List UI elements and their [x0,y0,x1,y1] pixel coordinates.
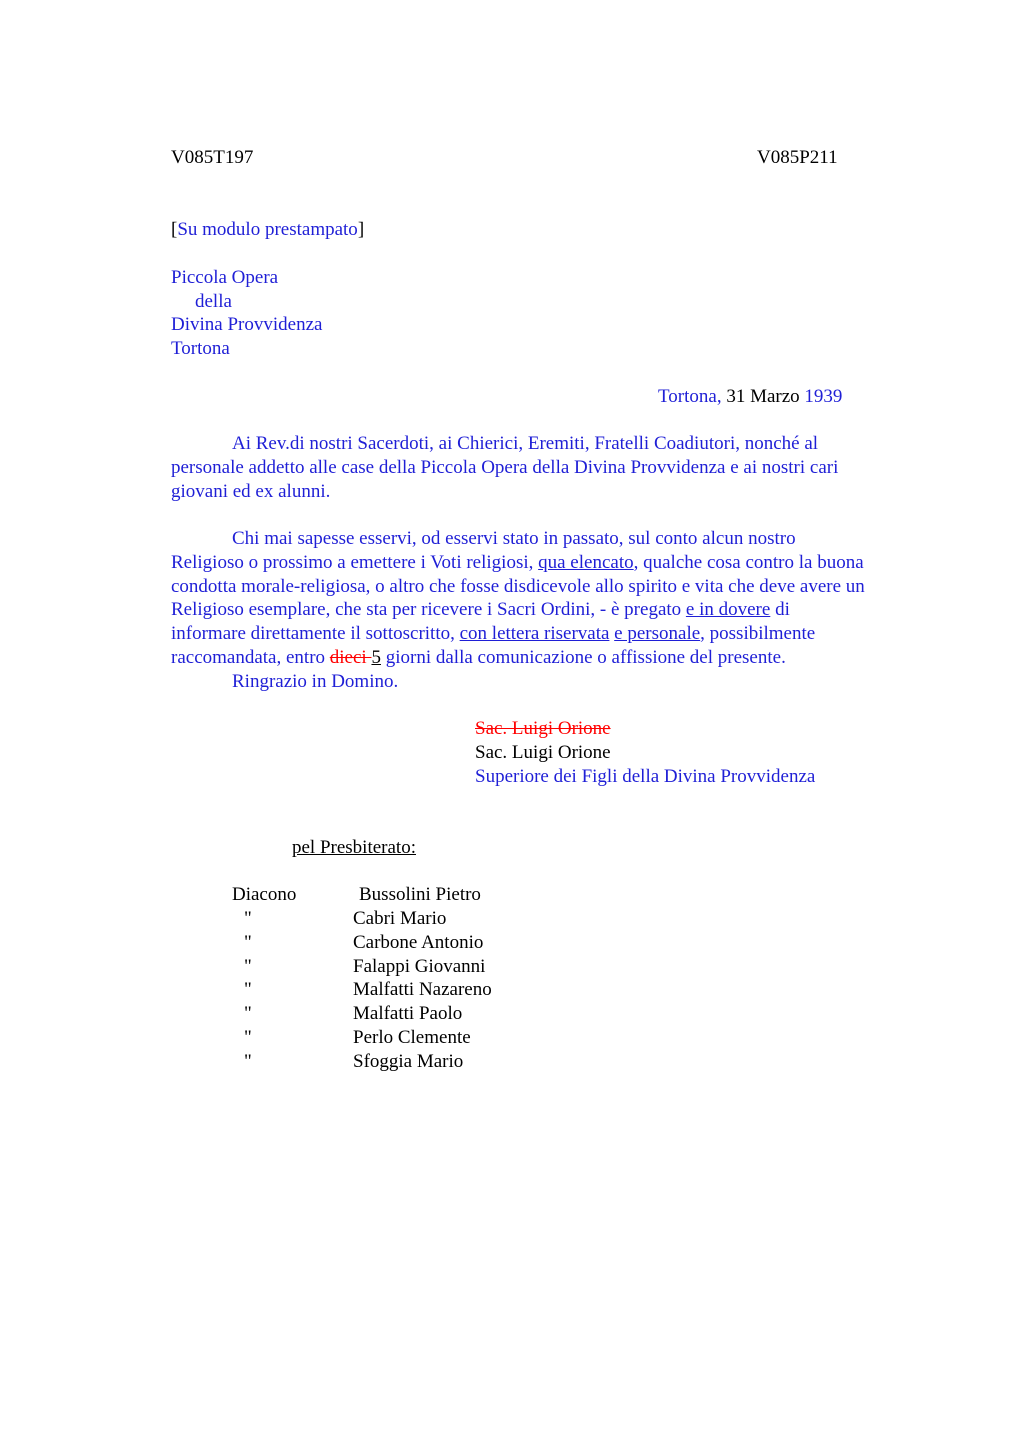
list-item-rank: " [244,956,252,977]
body-line-5-end: , possibilmente [700,623,816,645]
list-item-name: Malfatti Paolo [353,1003,463,1024]
letterhead-line-4: Tortona [171,338,230,359]
signature-title: Superiore dei Figli della Divina Provvidenza [475,766,816,787]
body-line-2 [171,551,941,575]
underlined-qua-elencato: qua elencato [538,551,634,573]
list-item-rank: " [244,932,252,953]
body-line-5 [171,622,941,646]
list-item-rank: " [244,1027,252,1048]
list-item-rank: Diacono [232,884,297,905]
signature-name: Sac. Luigi Orione [475,742,611,763]
body-line-6 [171,646,941,670]
date-day-month: 31 Marzo [721,386,805,407]
body-line-6-end: giorni dalla comunicazione o affissione del presente. [380,646,786,668]
address-line-2: personale addetto alle case della Piccola Opera della Divina Provvidenza e ai nostri cari [171,456,839,478]
list-item-rank: " [244,979,252,1000]
list-item-rank: " [244,1051,252,1072]
list-heading: pel Presbiterato: [292,837,416,858]
form-note [171,218,364,242]
body-line-2-start: Religioso o prossimo a emettere i Voti religiosi, [171,551,539,573]
body-paragraph [171,527,941,694]
address-paragraph [171,432,941,503]
closing-line: Ringrazio in Domino. [232,670,399,692]
inserted-number-5: 5 [371,646,381,668]
list-item-name: Bussolini Pietro [359,884,481,905]
form-note-text: Su modulo prestampato [177,219,358,240]
form-note-open-bracket: [ [171,219,178,240]
body-line-4-start: Religioso esemplare, che sta per ricevere i Sacri Ordini, - è pregato [171,599,686,621]
form-note-close-bracket: ] [357,219,365,240]
underlined-e-in-dovere: e in dovere [685,599,771,621]
underlined-e-personale: e personale [614,623,701,645]
deleted-word-dieci: dieci [329,646,372,668]
body-line-5-start: informare direttamente il sottoscritto, [171,623,460,645]
document-code-right: V085P211 [757,147,838,168]
letterhead-line-3: Divina Provvidenza [171,314,323,335]
list-item-name: Perlo Clemente [353,1027,471,1048]
list-item-rank: " [244,1003,252,1024]
letterhead-line-2: della [195,291,232,312]
body-line-4 [171,598,941,622]
document-code-left: V085T197 [171,147,254,168]
body-line-1: Chi mai sapesse esservi, od esservi stato in passato, sul conto alcun nostro [232,528,796,549]
dateline [658,385,842,409]
list-item-name: Malfatti Nazareno [353,979,492,1000]
body-line-2-end: , qualche cosa contro la buona [633,551,864,573]
date-place: Tortona, [658,386,722,407]
address-line-3: giovani ed ex alunni. [171,480,331,502]
signature-struck: Sac. Luigi Orione [475,718,611,739]
list-item-name: Carbone Antonio [353,932,484,953]
date-year: 1939 [804,386,843,407]
underlined-con-lettera-riservata: con lettera riservata [459,623,610,645]
list-item-name: Falappi Giovanni [353,956,486,977]
list-item-rank: " [244,908,252,929]
letterhead-line-1: Piccola Opera [171,267,279,288]
body-line-6-start: raccomandata, entro [171,646,330,668]
body-line-3: condotta morale-religiosa, o altro che fosse disdicevole allo spirito e vita che deve avere un [171,575,865,597]
address-line-1: Ai Rev.di nostri Sacerdoti, ai Chierici, Eremiti, Fratelli Coadiutori, nonché al [232,433,819,454]
body-line-4-end: di [770,599,790,621]
list-item-name: Sfoggia Mario [353,1051,464,1072]
list-item-name: Cabri Mario [353,908,447,929]
